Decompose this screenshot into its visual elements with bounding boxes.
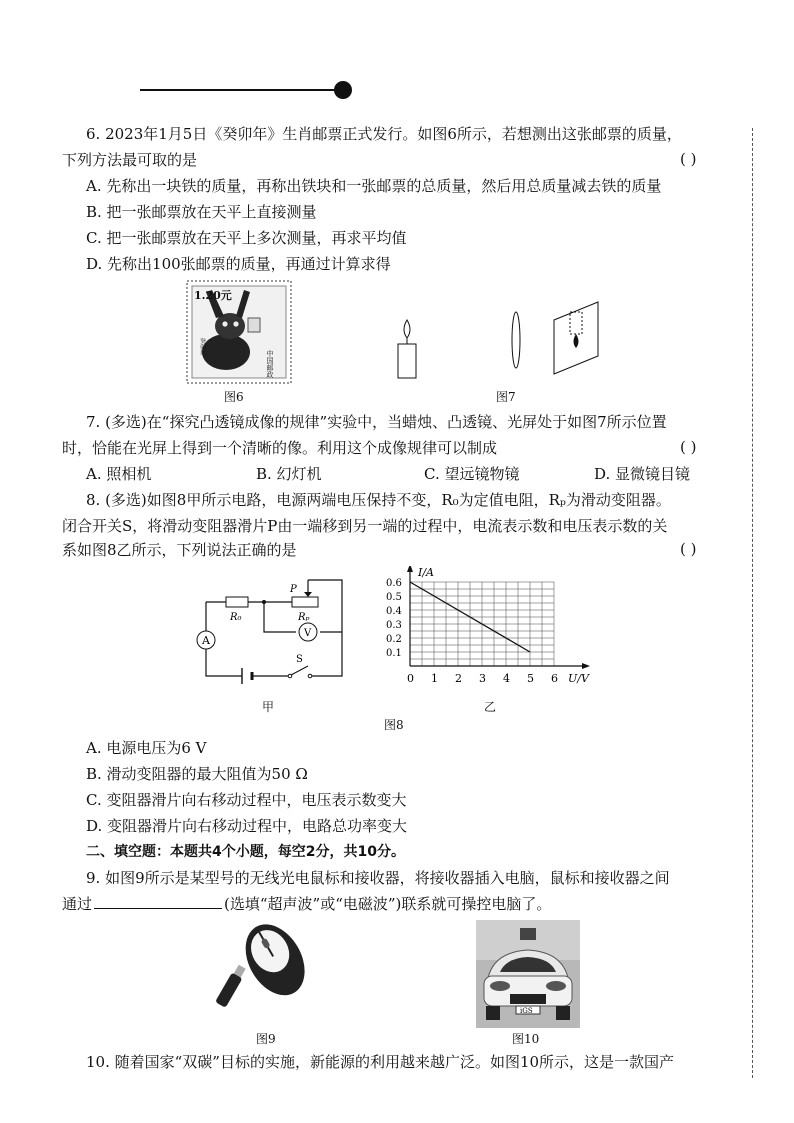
fig6-stamp-country: 中国邮政 — [266, 350, 274, 378]
x-tick-label: 1 — [431, 672, 438, 685]
fig8-caption: 图8 — [384, 718, 404, 732]
q8-line2: 闭合开关S，将滑动变阻器滑片P由一端移到另一端的过程中，电流表示数和电压表示数的关 — [62, 517, 668, 535]
x-tick-label: 5 — [527, 672, 534, 685]
rp-label: Rₚ — [298, 612, 310, 623]
y-tick-label: 0.4 — [386, 606, 402, 617]
fig6-stamp-value: 1.20元 — [194, 289, 232, 302]
q8-option-c: C. 变阻器滑片向右移动过程中，电压表示数变大 — [86, 791, 407, 809]
fig8-graph-label: 乙 — [484, 700, 497, 714]
candle — [398, 344, 416, 378]
x-tick-label: 2 — [455, 672, 462, 685]
y-tick-label: 0.6 — [386, 578, 402, 589]
license-plate: iGS — [520, 1007, 533, 1015]
q6-option-a: A. 先称出一块铁的质量，再称出铁块和一张邮票的总质量，然后用总质量减去铁的质量 — [86, 177, 662, 195]
q7-option-b: B. 幻灯机 — [256, 465, 322, 483]
resistor-r0 — [226, 597, 248, 607]
q6-option-d: D. 先称出100张邮票的质量，再通过计算求得 — [86, 255, 391, 273]
q7-option-c: C. 望远镜物镜 — [424, 465, 520, 483]
fig6-caption: 图6 — [224, 390, 244, 404]
y-tick-label: 0.1 — [386, 648, 402, 659]
voltmeter-label: V — [304, 628, 312, 639]
q7-answer-paren: ( ) — [680, 438, 697, 456]
x-tick-label: 4 — [503, 672, 510, 685]
x-tick-label: 3 — [479, 672, 486, 685]
margin-dotted-line — [752, 128, 753, 1078]
q8-option-b: B. 滑动变阻器的最大阻值为50 Ω — [86, 765, 308, 783]
section-2-heading: 二、填空题：本题共4个小题，每空2分，共10分。 — [86, 844, 405, 860]
q8-option-a: A. 电源电压为6 V — [86, 739, 207, 757]
q6-option-b: B. 把一张邮票放在天平上直接测量 — [86, 203, 317, 221]
r0-label: R₀ — [230, 612, 242, 623]
fig10-car-image — [476, 920, 580, 1028]
fig7-optics-diagram — [390, 298, 610, 384]
q6-option-c: C. 把一张邮票放在天平上多次测量，再求平均值 — [86, 229, 407, 247]
fig10-caption: 图10 — [512, 1032, 540, 1046]
q6-line2: 下列方法最可取的是 — [62, 151, 198, 169]
fig8-circuit-diagram — [186, 572, 356, 692]
q7-line1: 7. (多选)在“探究凸透镜成像的规律”实验中，当蜡烛、凸透镜、光屏处于如图7所示位置 — [86, 413, 667, 431]
q8-line1: 8. (多选)如图8甲所示电路，电源两端电压保持不变，R₀为定值电阻，Rₚ为滑动变阻器。 — [86, 491, 671, 509]
switch-s — [291, 666, 308, 675]
q8-line3: 系如图8乙所示，下列说法正确的是 — [62, 541, 297, 559]
lidar-icon — [520, 928, 536, 940]
q9-line2-prefix: 通过 — [62, 895, 93, 913]
slider-p-label: P — [290, 584, 297, 595]
q9-line2-suffix: (选填“超声波”或“电磁波”)联系就可操控电脑了。 — [224, 895, 552, 913]
x-tick-label: 0 — [407, 672, 414, 685]
q6-answer-paren: ( ) — [680, 150, 697, 168]
q8-option-d: D. 变阻器滑片向右移动过程中，电路总功率变大 — [86, 817, 408, 835]
fig8-iu-graph — [386, 566, 606, 696]
fig7-caption: 图7 — [496, 390, 516, 404]
switch-label: S — [296, 654, 303, 665]
q9-answer-blank[interactable] — [94, 894, 222, 909]
receiver-icon — [215, 972, 242, 1007]
convex-lens — [512, 312, 520, 368]
q8-answer-paren: ( ) — [680, 540, 697, 558]
x-tick-label: 6 — [551, 672, 558, 685]
slider-arrow-icon — [304, 592, 312, 597]
fig8-circuit-label: 甲 — [262, 700, 275, 714]
q9-line1: 9. 如图9所示是某型号的无线光电鼠标和接收器，将接收器插入电脑，鼠标和接收器之间 — [86, 869, 670, 887]
q7-option-d: D. 显微镜目镜 — [594, 465, 691, 483]
rheostat-rp — [292, 597, 318, 607]
header-rule — [140, 78, 360, 102]
fig9-mouse-image — [206, 922, 326, 1022]
q6-line1: 6. 2023年1月5日《癸卯年》生肖邮票正式发行。如图6所示，若想测出这张邮票的质量， — [86, 125, 682, 143]
y-axis-arrow-icon — [407, 566, 413, 572]
fig6-stamp-image — [186, 280, 292, 384]
q7-line2: 时，恰能在光屏上得到一个清晰的像。利用这个成像规律可以制成 — [62, 439, 498, 457]
fig9-caption: 图9 — [256, 1032, 276, 1046]
x-axis-arrow-icon — [582, 663, 590, 669]
x-axis-label: U/V — [568, 672, 589, 685]
candle-flame-icon — [404, 320, 410, 338]
y-axis-label: I/A — [418, 566, 434, 579]
y-tick-label: 0.5 — [386, 592, 402, 603]
y-tick-label: 0.2 — [386, 634, 402, 645]
q10-line1: 10. 随着国家“双碳”目标的实施，新能源的利用越来越广泛。如图10所示，这是一款国产 — [86, 1053, 675, 1071]
fig6-stamp-year: 癸卯年 — [198, 338, 206, 356]
q7-option-a: A. 照相机 — [86, 465, 152, 483]
ammeter-label: A — [202, 634, 210, 647]
q9-line2 — [62, 894, 551, 914]
y-tick-label: 0.3 — [386, 620, 402, 631]
